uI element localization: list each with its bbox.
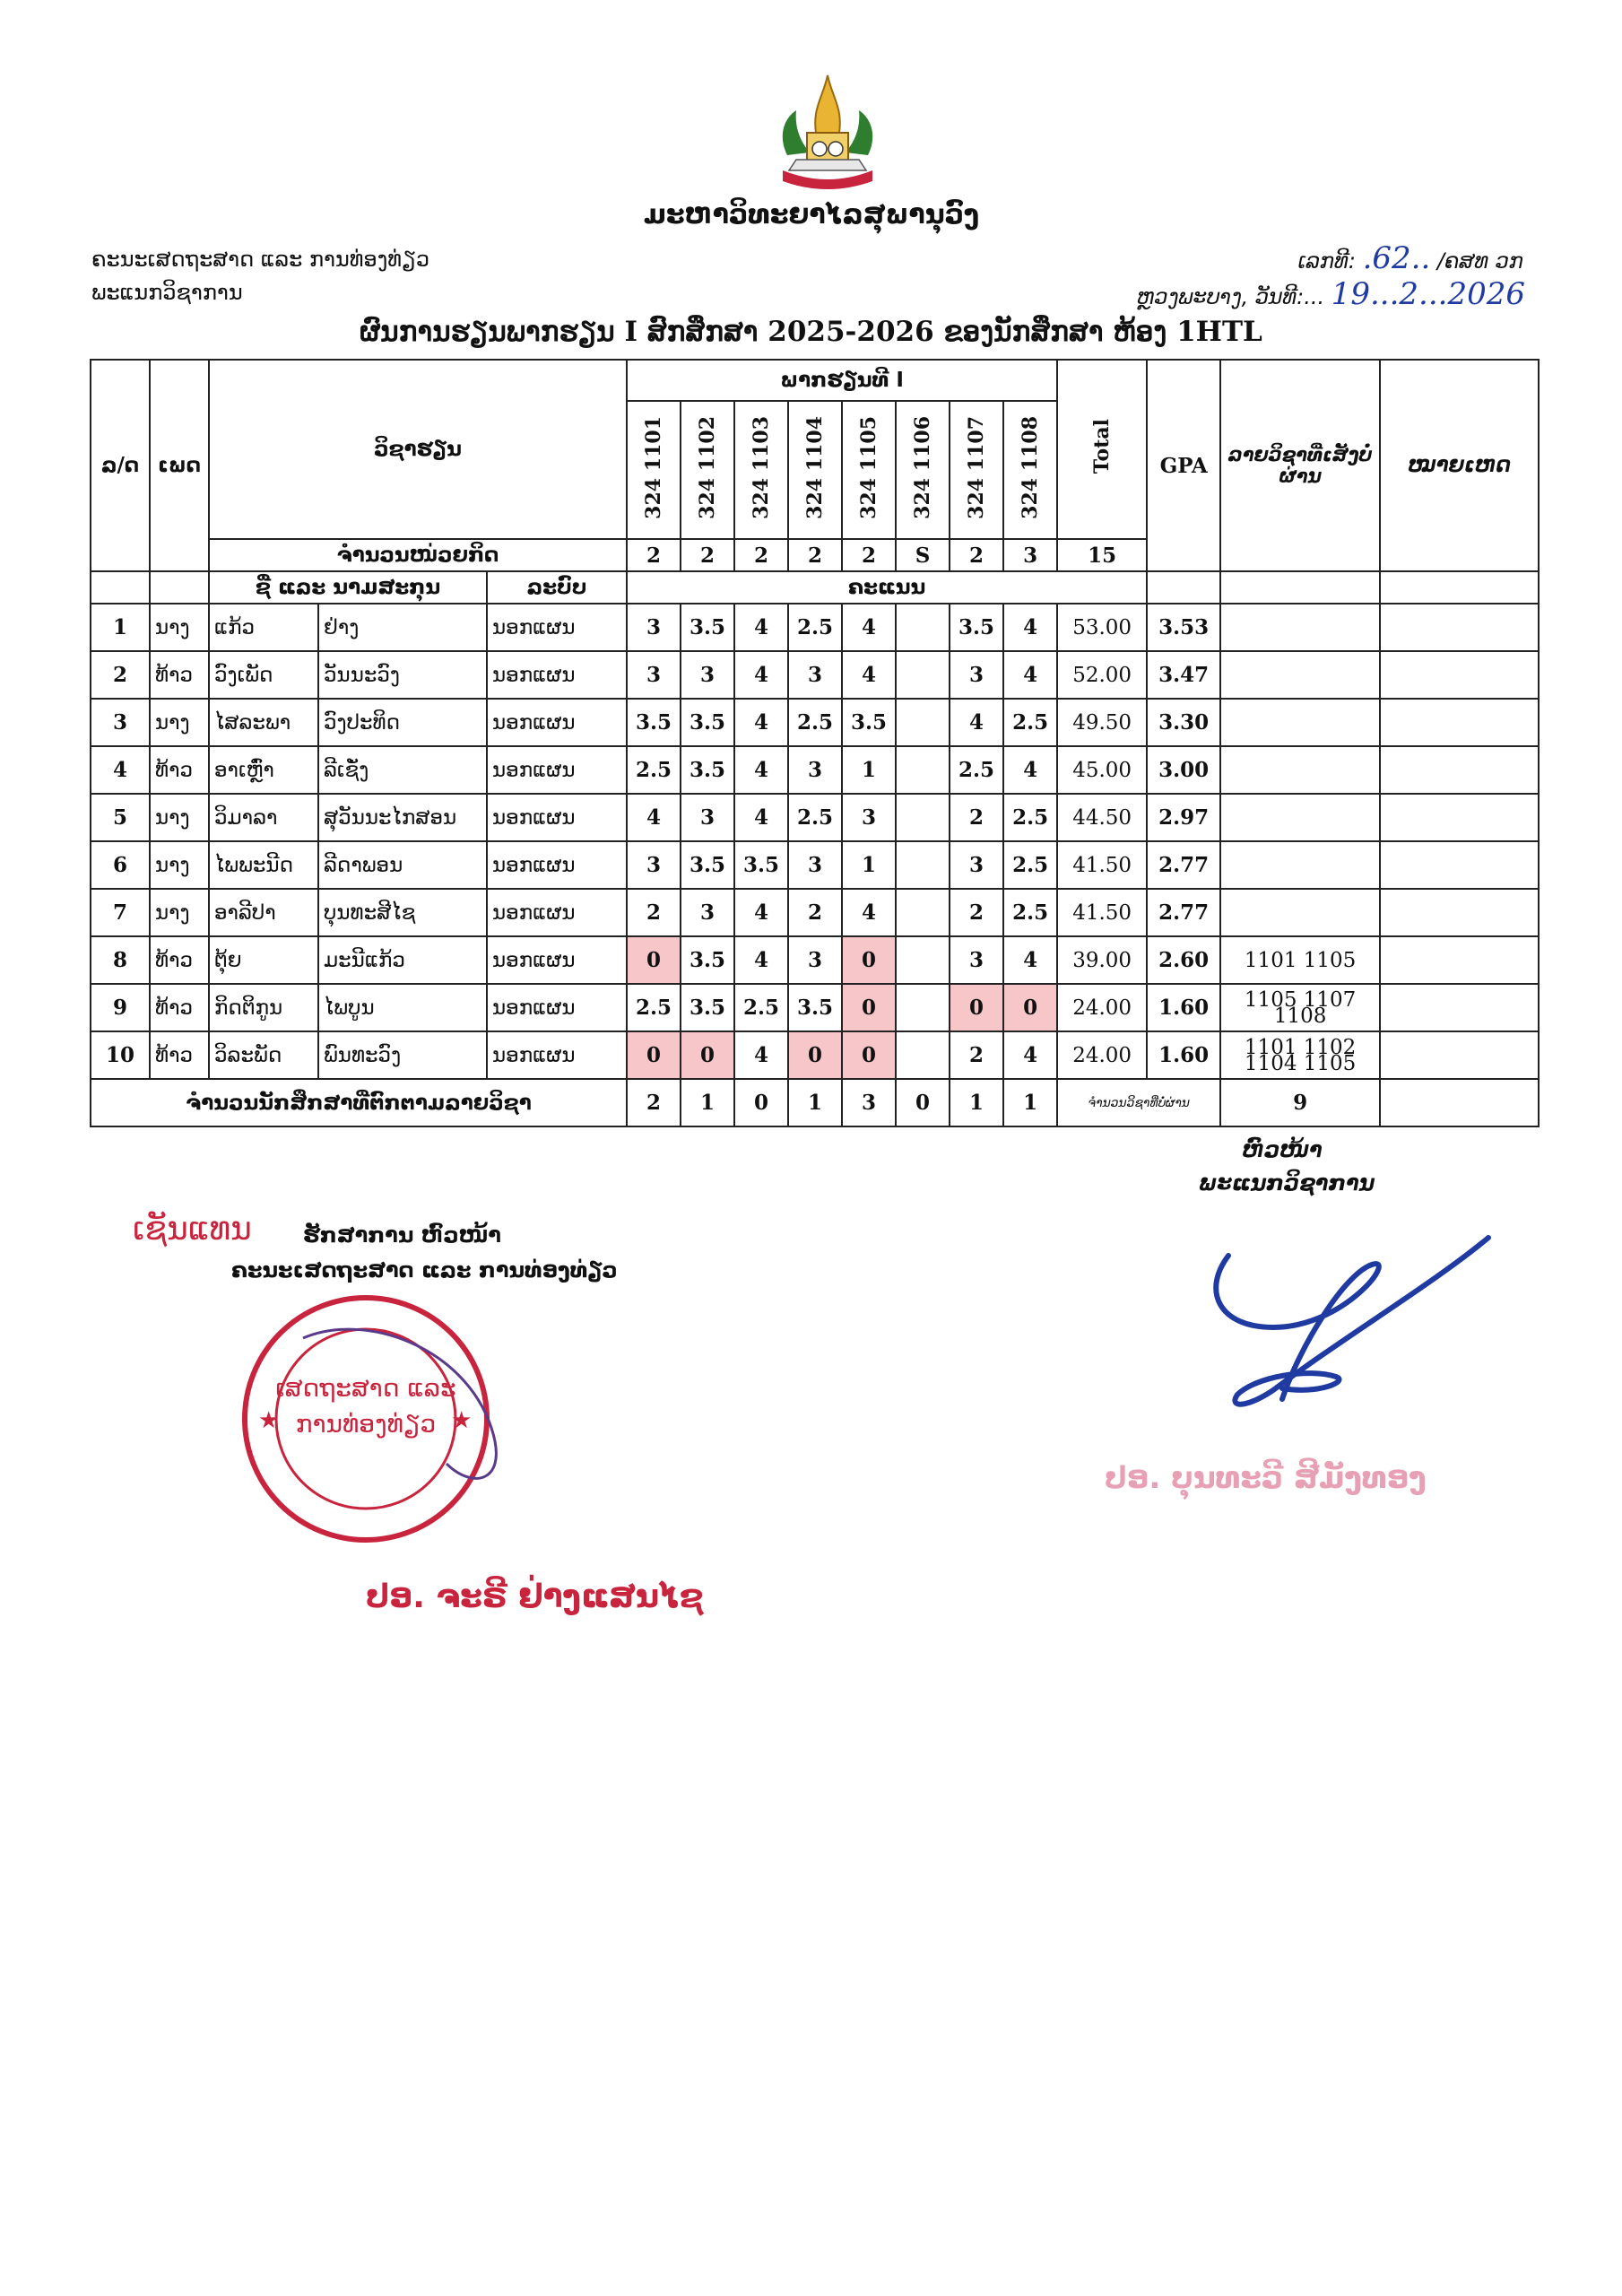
course-score: 3	[681, 889, 734, 936]
credit-value: 2	[788, 539, 842, 571]
col-header-gender: ເພດ	[150, 360, 209, 571]
course-code: 324 1105	[842, 401, 896, 539]
course-score: 3.5	[627, 699, 681, 746]
credit-value: 2	[681, 539, 734, 571]
student-total: 24.00	[1057, 984, 1147, 1031]
credit-value: 2	[734, 539, 788, 571]
student-last-name: ພົນທະວົງ	[318, 1031, 487, 1079]
course-score: 2.5	[788, 699, 842, 746]
course-score: 4	[842, 889, 896, 936]
course-score: 2.5	[1003, 841, 1057, 889]
student-note	[1380, 936, 1539, 984]
student-first-name: ໄພພະນີດ	[209, 841, 318, 889]
course-score: 2.5	[1003, 699, 1057, 746]
student-first-name: ວົງເພັດ	[209, 651, 318, 699]
student-note	[1380, 841, 1539, 889]
chief-name: ປອ. ບຸນທະວີ ສີມັງທອງ	[1105, 1460, 1427, 1496]
row-number: 10	[91, 1031, 150, 1079]
student-gender: ທ້າວ	[150, 984, 209, 1031]
failed-courses	[1220, 794, 1380, 841]
course-code: 324 1107	[950, 401, 1003, 539]
course-code: 324 1108	[1003, 401, 1057, 539]
university-name: ມະຫາວິທະຍາໄລສຸພານຸວົງ	[643, 199, 980, 230]
course-score	[896, 889, 950, 936]
study-type: ນອກແຜນ	[487, 651, 627, 699]
course-score: 2.5	[788, 794, 842, 841]
course-score: 3	[788, 841, 842, 889]
failed-courses	[1220, 699, 1380, 746]
student-last-name: ວົງປະທິດ	[318, 699, 487, 746]
course-score: 4	[734, 1031, 788, 1079]
course-code: 324 1103	[734, 401, 788, 539]
student-first-name: ວິລະພັດ	[209, 1031, 318, 1079]
student-note	[1380, 984, 1539, 1031]
student-last-name: ສຸວັນນະໄກສອນ	[318, 794, 487, 841]
svg-text:ເສດຖະສາດ ແລະ: ເສດຖະສາດ ແລະ	[275, 1373, 456, 1403]
course-score: 3	[627, 841, 681, 889]
course-score: 2	[950, 889, 1003, 936]
chief-title: ຫົວໜ້າ	[1242, 1137, 1323, 1162]
student-note	[1380, 651, 1539, 699]
course-score: 0	[627, 936, 681, 984]
student-note	[1380, 604, 1539, 651]
svg-text:★: ★	[258, 1407, 280, 1434]
study-type: ນອກແຜນ	[487, 936, 627, 984]
faculty-name: ຄະນະເສດຖະສາດ ແລະ ການທ່ອງທ່ຽວ	[91, 247, 430, 272]
course-score: 3.5	[842, 699, 896, 746]
course-score: 2	[788, 889, 842, 936]
course-score: 1	[842, 746, 896, 794]
course-score: 4	[1003, 1031, 1057, 1079]
type-label: ລະບົບ	[487, 571, 627, 604]
course-score: 3.5	[950, 604, 1003, 651]
course-score: 0	[1003, 984, 1057, 1031]
credit-value: 3	[1003, 539, 1057, 571]
student-total: 49.50	[1057, 699, 1147, 746]
student-gpa: 3.47	[1147, 651, 1220, 699]
col-header-subject: ວິຊາຮຽນ	[209, 360, 627, 539]
acting-label: ເຊັນແທນ	[133, 1211, 252, 1248]
col-header-failed: ລາຍວິຊາທີ່ເສັງບໍ່ຜ່ານ	[1220, 360, 1380, 571]
student-total: 53.00	[1057, 604, 1147, 651]
course-score: 3.5	[681, 984, 734, 1031]
document-title: ຜົນການຮຽນພາກຮຽນ I ສົກສຶກສາ 2025-2026 ຂອງນັກສຶກສາ ຫ້ອງ 1HTL	[360, 316, 1262, 348]
fail-count: 1	[788, 1079, 842, 1126]
student-total: 24.00	[1057, 1031, 1147, 1079]
student-total: 41.50	[1057, 841, 1147, 889]
row-number: 3	[91, 699, 150, 746]
student-gender: ນາງ	[150, 604, 209, 651]
student-total: 52.00	[1057, 651, 1147, 699]
student-gpa: 1.60	[1147, 1031, 1220, 1079]
course-score: 4	[842, 604, 896, 651]
failed-courses: 1101 1102 1104 1105	[1220, 1031, 1380, 1079]
row-number: 6	[91, 841, 150, 889]
row-number: 7	[91, 889, 150, 936]
course-score: 4	[734, 794, 788, 841]
doc-no-label: ເລກທີ:	[1297, 248, 1356, 274]
course-score: 1	[842, 841, 896, 889]
student-gpa: 3.00	[1147, 746, 1220, 794]
student-note	[1380, 746, 1539, 794]
fail-count: 1	[950, 1079, 1003, 1126]
course-score	[896, 746, 950, 794]
study-type: ນອກແຜນ	[487, 794, 627, 841]
footer-total-label: ຈຳນວນວິຊາທີ່ບໍ່ຜ່ານ	[1057, 1079, 1220, 1126]
student-last-name: ລີເຊັ່ງ	[318, 746, 487, 794]
row-number: 5	[91, 794, 150, 841]
col-header-no: ລ/ດ	[91, 360, 150, 571]
study-type: ນອກແຜນ	[487, 889, 627, 936]
row-number: 8	[91, 936, 150, 984]
course-score	[896, 651, 950, 699]
study-type: ນອກແຜນ	[487, 984, 627, 1031]
course-score: 3.5	[681, 746, 734, 794]
course-score: 4	[734, 699, 788, 746]
course-score: 0	[788, 1031, 842, 1079]
course-code: 324 1104	[788, 401, 842, 539]
student-last-name: ບຸນທະສີໄຊ	[318, 889, 487, 936]
document-date	[1137, 276, 1525, 312]
student-first-name: ອາລີປາ	[209, 889, 318, 936]
table-row	[91, 1031, 1539, 1079]
student-total: 44.50	[1057, 794, 1147, 841]
course-score: 4	[734, 746, 788, 794]
course-score	[896, 604, 950, 651]
course-score: 4	[627, 794, 681, 841]
credits-label: ຈຳນວນໜ່ວຍກິດ	[209, 539, 627, 571]
course-score	[896, 1031, 950, 1079]
course-score: 4	[734, 936, 788, 984]
student-total: 39.00	[1057, 936, 1147, 984]
name-label: ຊື່ ແລະ ນາມສະກຸນ	[209, 571, 487, 604]
course-score: 4	[842, 651, 896, 699]
course-score: 0	[842, 1031, 896, 1079]
student-gpa: 1.60	[1147, 984, 1220, 1031]
course-score	[896, 841, 950, 889]
course-code: 324 1101	[627, 401, 681, 539]
chief-office: ພະແນກວິຊາການ	[1198, 1170, 1375, 1196]
svg-text:★: ★	[451, 1407, 473, 1434]
course-score: 3	[950, 936, 1003, 984]
footer-label: ຈຳນວນນັກສຶກສາທີ່ຕົກຕາມລາຍວິຊາ	[91, 1079, 627, 1126]
student-first-name: ແກ້ວ	[209, 604, 318, 651]
course-score: 3.5	[788, 984, 842, 1031]
chief-signature	[1166, 1184, 1524, 1435]
course-score: 3	[627, 651, 681, 699]
table-row	[91, 651, 1539, 699]
table-row	[91, 604, 1539, 651]
col-header-gpa: GPA	[1147, 360, 1220, 571]
table-row	[91, 746, 1539, 794]
failed-courses	[1220, 746, 1380, 794]
acting-faculty: ຄະນະເສດຖະສາດ ແລະ ການທ່ອງທ່ຽວ	[231, 1257, 618, 1283]
student-note	[1380, 889, 1539, 936]
table-row	[91, 699, 1539, 746]
document-number	[1298, 240, 1523, 276]
student-gpa: 3.30	[1147, 699, 1220, 746]
row-number: 9	[91, 984, 150, 1031]
course-score: 2	[950, 794, 1003, 841]
course-score: 2.5	[627, 984, 681, 1031]
course-score: 3.5	[681, 936, 734, 984]
course-score: 4	[734, 889, 788, 936]
student-total: 45.00	[1057, 746, 1147, 794]
failed-courses	[1220, 889, 1380, 936]
svg-text:ການທ່ອງທ່ຽວ: ການທ່ອງທ່ຽວ	[295, 1409, 437, 1439]
student-first-name: ໄສລະພາ	[209, 699, 318, 746]
course-score: 3	[788, 651, 842, 699]
student-first-name: ວິມາລາ	[209, 794, 318, 841]
credit-value: 2	[950, 539, 1003, 571]
acting-role: ຮັກສາການ ຫົວໜ້າ	[303, 1222, 501, 1248]
course-score: 4	[1003, 936, 1057, 984]
score-label: ຄະແນນ	[627, 571, 1147, 604]
course-score	[896, 936, 950, 984]
course-score: 0	[681, 1031, 734, 1079]
student-gpa: 2.77	[1147, 841, 1220, 889]
student-first-name: ຕຸ້ຍ	[209, 936, 318, 984]
student-first-name: ກິດຕິກູນ	[209, 984, 318, 1031]
row-number: 4	[91, 746, 150, 794]
course-score: 3.5	[681, 604, 734, 651]
study-type: ນອກແຜນ	[487, 841, 627, 889]
course-score: 4	[734, 651, 788, 699]
student-last-name: ລີດາພອນ	[318, 841, 487, 889]
row-number: 2	[91, 651, 150, 699]
failed-courses: 1101 1105	[1220, 936, 1380, 984]
col-header-note: ໝາຍເຫດ	[1380, 360, 1539, 571]
table-row	[91, 794, 1539, 841]
date-label: ຫຼວງພະບາງ, ວັນທີ:...	[1136, 284, 1325, 309]
course-score: 2	[950, 1031, 1003, 1079]
semester-header: ພາກຮຽນທີ I	[627, 360, 1057, 401]
credit-value: S	[896, 539, 950, 571]
course-score: 4	[1003, 604, 1057, 651]
course-score: 4	[1003, 651, 1057, 699]
course-score: 3.5	[681, 841, 734, 889]
student-gpa: 3.53	[1147, 604, 1220, 651]
fail-count: 2	[627, 1079, 681, 1126]
study-type: ນອກແຜນ	[487, 604, 627, 651]
course-score: 3.5	[681, 699, 734, 746]
fail-count: 0	[734, 1079, 788, 1126]
date-value: 19...2...2026	[1331, 276, 1525, 312]
table-row	[91, 936, 1539, 984]
fail-count: 0	[896, 1079, 950, 1126]
course-score: 3	[842, 794, 896, 841]
course-score: 3	[788, 936, 842, 984]
student-note	[1380, 699, 1539, 746]
fail-count: 1	[681, 1079, 734, 1126]
university-logo	[760, 70, 895, 204]
course-score: 0	[627, 1031, 681, 1079]
fail-count: 3	[842, 1079, 896, 1126]
row-number: 1	[91, 604, 150, 651]
student-note	[1380, 794, 1539, 841]
course-score: 3.5	[734, 841, 788, 889]
course-score: 3	[627, 604, 681, 651]
failed-courses	[1220, 841, 1380, 889]
course-score: 2.5	[627, 746, 681, 794]
course-score: 0	[842, 984, 896, 1031]
footer-total: 9	[1220, 1079, 1380, 1126]
course-score	[896, 794, 950, 841]
student-gender: ທ້າວ	[150, 1031, 209, 1079]
grades-table	[90, 359, 1540, 1127]
official-stamp	[222, 1284, 536, 1553]
course-score: 4	[950, 699, 1003, 746]
course-score: 3	[788, 746, 842, 794]
student-gender: ນາງ	[150, 889, 209, 936]
student-first-name: ອາເຫຼົ່າ	[209, 746, 318, 794]
study-type: ນອກແຜນ	[487, 1031, 627, 1079]
course-code: 324 1102	[681, 401, 734, 539]
student-gender: ນາງ	[150, 841, 209, 889]
course-score: 2.5	[1003, 794, 1057, 841]
student-last-name: ມະນີແກ້ວ	[318, 936, 487, 984]
student-gpa: 2.77	[1147, 889, 1220, 936]
table-row	[91, 841, 1539, 889]
course-score: 0	[842, 936, 896, 984]
course-score: 3	[681, 651, 734, 699]
failed-courses: 1105 1107 1108	[1220, 984, 1380, 1031]
table-row	[91, 984, 1539, 1031]
credit-value: 2	[627, 539, 681, 571]
course-score: 4	[734, 604, 788, 651]
credit-value: 2	[842, 539, 896, 571]
study-type: ນອກແຜນ	[487, 699, 627, 746]
student-last-name: ໄພບູນ	[318, 984, 487, 1031]
course-code: 324 1106	[896, 401, 950, 539]
doc-no-value: .62..	[1362, 240, 1431, 276]
failed-courses	[1220, 651, 1380, 699]
student-gender: ນາງ	[150, 699, 209, 746]
student-last-name: ຢ່າງ	[318, 604, 487, 651]
course-score: 3	[950, 841, 1003, 889]
student-gender: ທ້າວ	[150, 651, 209, 699]
student-gpa: 2.60	[1147, 936, 1220, 984]
student-gpa: 2.97	[1147, 794, 1220, 841]
course-score: 3	[950, 651, 1003, 699]
failed-courses	[1220, 604, 1380, 651]
course-score: 0	[950, 984, 1003, 1031]
student-gender: ນາງ	[150, 794, 209, 841]
course-score: 4	[1003, 746, 1057, 794]
credits-total: 15	[1057, 539, 1147, 571]
student-gender: ທ້າວ	[150, 746, 209, 794]
dean-name: ປອ. ຈະຣີ ຢ່າງແສນໄຊ	[366, 1578, 704, 1615]
course-score: 2.5	[734, 984, 788, 1031]
fail-count: 1	[1003, 1079, 1057, 1126]
office-name: ພະແນກວິຊາການ	[91, 280, 243, 305]
student-note	[1380, 1031, 1539, 1079]
doc-no-suffix: /ຄສທ ວກ	[1436, 248, 1523, 274]
student-total: 41.50	[1057, 889, 1147, 936]
course-score: 2.5	[788, 604, 842, 651]
study-type: ນອກແຜນ	[487, 746, 627, 794]
course-score	[896, 984, 950, 1031]
course-score: 2.5	[1003, 889, 1057, 936]
course-score	[896, 699, 950, 746]
student-last-name: ວັນນະວົງ	[318, 651, 487, 699]
col-header-total: Total	[1057, 360, 1147, 539]
course-score: 3	[681, 794, 734, 841]
student-gender: ທ້າວ	[150, 936, 209, 984]
table-row	[91, 889, 1539, 936]
course-score: 2	[627, 889, 681, 936]
course-score: 2.5	[950, 746, 1003, 794]
